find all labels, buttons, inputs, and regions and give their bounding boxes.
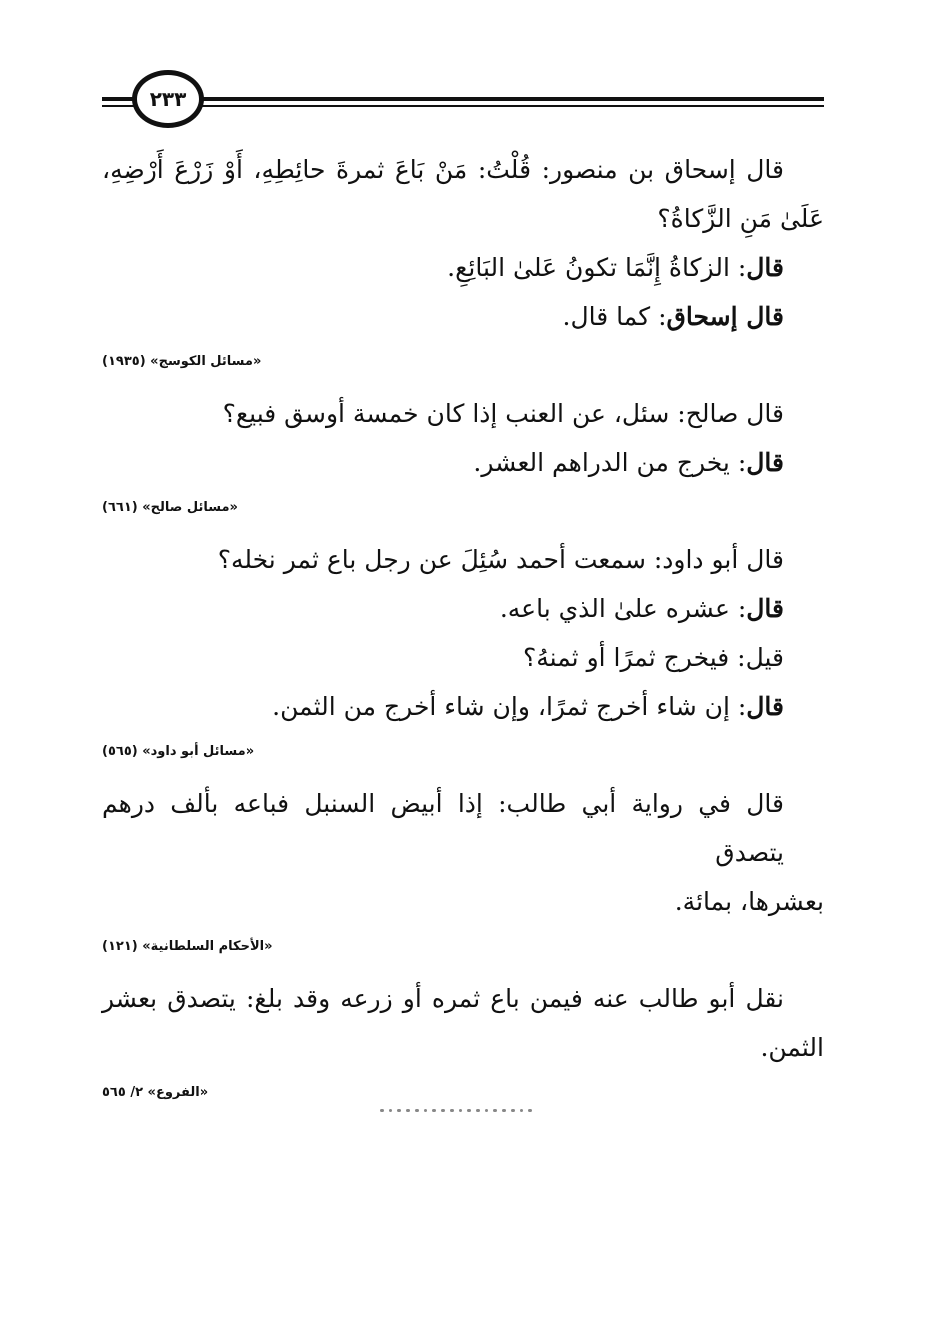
section-end-ornament xyxy=(380,1103,532,1117)
line-text: : الزكاةُ إِنَّمَا تكونُ عَلىٰ البَائِعِ. xyxy=(447,253,747,282)
header-rule-thick xyxy=(102,97,824,101)
text-section xyxy=(102,974,824,1104)
line-text: : إن شاء أخرج ثمرًا، وإن شاء أخرج من الثمن. xyxy=(272,692,747,721)
text-line xyxy=(102,243,824,292)
text-section xyxy=(102,779,824,958)
text-line xyxy=(102,584,824,633)
text-line xyxy=(102,1023,824,1072)
speaker-label: قال xyxy=(746,594,784,623)
text-line xyxy=(102,145,824,194)
text-line xyxy=(102,974,824,1023)
speaker-label: قال إسحاق xyxy=(666,302,784,331)
line-text: : عشره علىٰ الذي باعه. xyxy=(499,594,747,623)
text-line xyxy=(102,633,824,682)
text-line xyxy=(102,292,824,341)
line-text: عَلَىٰ مَنِ الزَّكاةُ؟ xyxy=(657,204,824,233)
speaker-label: قال xyxy=(746,253,784,282)
page-body xyxy=(102,145,824,1120)
line-text: قال أبو داود: سمعت أحمد سُئِلَ عن رجل باع ثمر نخله؟ xyxy=(217,545,784,574)
line-text: الثمن. xyxy=(760,1033,824,1062)
line-text: نقل أبو طالب عنه فيمن باع ثمره أو زرعه وقد بلغ: يتصدق بعشر xyxy=(102,984,784,1013)
text-line xyxy=(102,535,824,584)
source-citation: «الفروع» ٢/ ٥٦٥ xyxy=(102,1085,209,1100)
text-section xyxy=(102,145,824,373)
line-text: قال إسحاق بن منصور: قُلْتُ: مَنْ بَاعَ ثمرةَ حائِطِهِ، أَوْ زَرْعَ أَرْضِهِ، xyxy=(102,155,784,184)
line-text: قال في رواية أبي طالب: إذا أبيض السنبل فباعه بألف درهم يتصدق xyxy=(102,789,784,867)
text-line xyxy=(102,389,824,438)
text-line xyxy=(102,194,824,243)
text-section xyxy=(102,535,824,763)
text-line xyxy=(102,438,824,487)
speaker-label: قال xyxy=(746,448,784,477)
text-line xyxy=(102,877,824,926)
page-header xyxy=(102,70,824,130)
line-text: : يخرج من الدراهم العشر. xyxy=(473,448,747,477)
text-line xyxy=(102,779,824,877)
line-text: قيل: فيخرج ثمرًا أو ثمنهُ؟ xyxy=(523,643,784,672)
speaker-label: قال xyxy=(746,692,784,721)
page-number: ٢٣٣ xyxy=(132,70,204,128)
source-citation: «الأحكام السلطانية» (١٢١) xyxy=(102,939,273,954)
line-text: بعشرها، بمائة. xyxy=(674,887,824,916)
line-text: قال صالح: سئل، عن العنب إذا كان خمسة أوسق فبيع؟ xyxy=(222,399,784,428)
header-rule-thin xyxy=(102,105,824,107)
text-section xyxy=(102,389,824,519)
source-citation: «مسائل صالح» (٦٦١) xyxy=(102,500,238,515)
source-citation: «مسائل أبو داود» (٥٦٥) xyxy=(102,744,255,759)
line-text: : كما قال. xyxy=(562,302,667,331)
source-citation: «مسائل الكوسج» (١٩٣٥) xyxy=(102,354,262,369)
text-line xyxy=(102,682,824,731)
